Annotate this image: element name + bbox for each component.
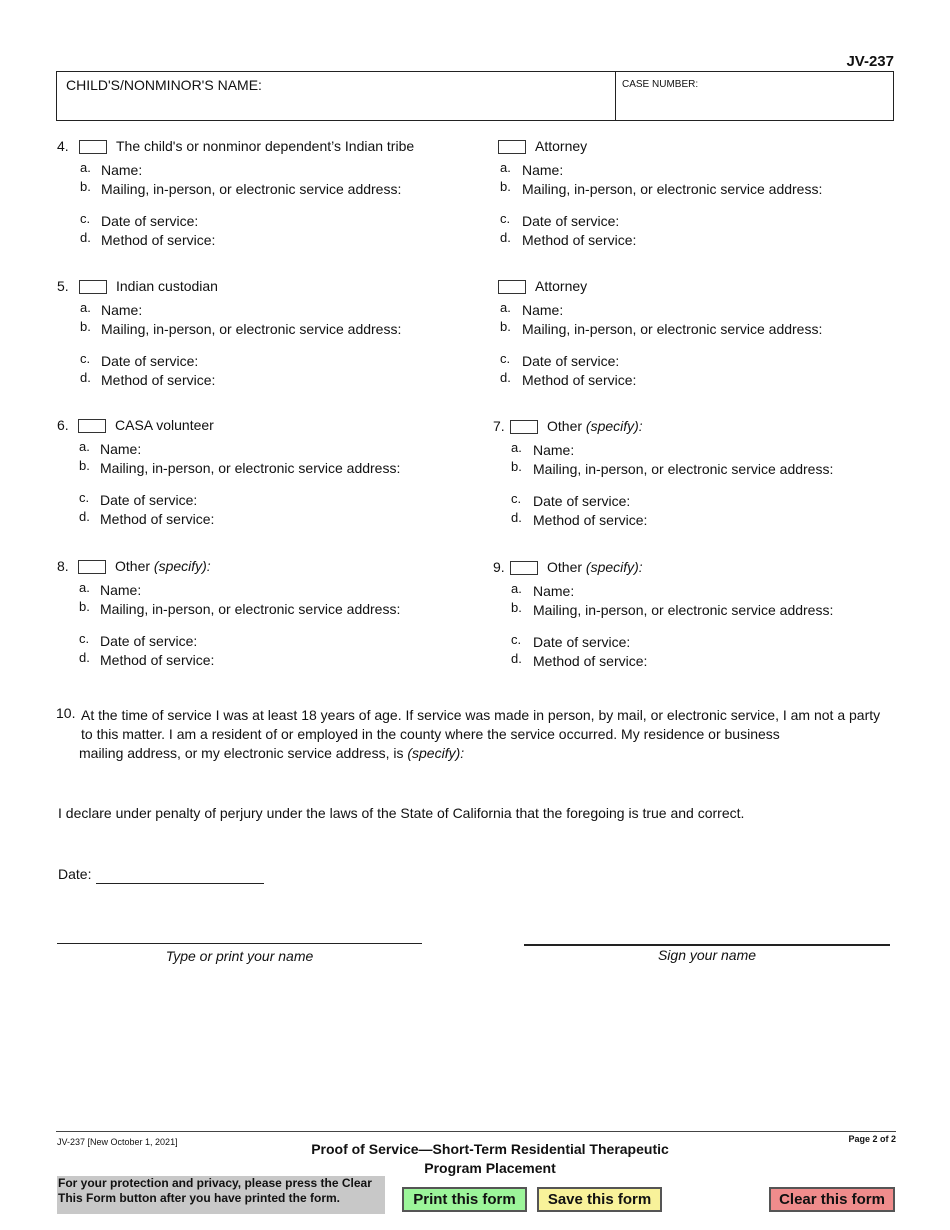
statement-specify: (specify): (407, 745, 465, 761)
item6-sub-a-letter: a. (79, 439, 90, 454)
item5-sub-d-text: Method of service: (101, 372, 216, 388)
item9-specify: (specify): (585, 559, 643, 575)
item4-sub-c-letter: c. (80, 211, 91, 226)
item5-sub-a-letter: a. (80, 300, 91, 315)
item5-label-text: Indian custodian (116, 278, 218, 294)
item7-sub-d-letter: d. (511, 510, 522, 525)
item4_attorney-label-text: Attorney (535, 138, 588, 154)
item8-specify: (specify): (153, 558, 211, 574)
item9-sub-c-letter: c. (511, 632, 522, 647)
statement-line-2: to this matter. I am a resident of or employed in the county where the service occurred. My residence or business (81, 726, 780, 742)
item6-sub-b-text: Mailing, in-person, or electronic service address: (100, 460, 401, 476)
item5_attorney-checkbox[interactable] (498, 280, 526, 294)
form-title (250, 1140, 730, 1178)
item4-sub-a-text: Name: (101, 162, 143, 178)
print-name-caption: Type or print your name (165, 948, 314, 964)
item7-sub-d-text: Method of service: (533, 512, 648, 528)
statement-line-1: At the time of service I was at least 18 years of age. If service was made in person, by mail, or electronic service, I am not a party (81, 707, 881, 723)
item8-sub-b-letter: b. (79, 599, 90, 614)
item7-sub-c-text: Date of service: (533, 493, 631, 509)
statement-line-3-text: mailing address, or my electronic service address, is (79, 745, 404, 761)
item4-sub-a-letter: a. (80, 160, 91, 175)
item6-sub-d-letter: d. (79, 509, 90, 524)
declaration: I declare under penalty of perjury under the laws of the State of California that the foregoing is true and correct. (58, 805, 745, 821)
item9-label-text: Other (547, 559, 583, 575)
statement-line-3 (79, 744, 899, 763)
item6-sub-b-letter: b. (79, 458, 90, 473)
item7-label (547, 418, 643, 434)
privacy-notice (57, 1176, 385, 1214)
item8-sub-b-text: Mailing, in-person, or electronic service address: (100, 601, 401, 617)
print-name-field[interactable] (57, 943, 422, 944)
item4-sub-d-text: Method of service: (101, 232, 216, 248)
item4-label (116, 138, 414, 154)
item4_attorney-sub-c-letter: c. (500, 211, 511, 226)
form-id: JV-237 (846, 53, 894, 70)
item5_attorney-label (535, 278, 587, 294)
item5-label (116, 278, 218, 294)
item5-sub-d-letter: d. (80, 370, 91, 385)
item4_attorney-sub-c-text: Date of service: (522, 213, 620, 229)
item5-checkbox[interactable] (79, 280, 107, 294)
form-revision: JV-237 [New October 1, 2021] (57, 1137, 178, 1147)
item8-sub-c-text: Date of service: (100, 633, 198, 649)
item5_attorney-sub-d-letter: d. (500, 370, 511, 385)
item6-sub-c-letter: c. (79, 490, 90, 505)
item7-sub-b-text: Mailing, in-person, or electronic service address: (533, 461, 834, 477)
item7-sub-c-letter: c. (511, 491, 522, 506)
item8-checkbox[interactable] (78, 560, 106, 574)
item4-sub-b-text: Mailing, in-person, or electronic service address: (101, 181, 402, 197)
item8-label-text: Other (115, 558, 151, 574)
item4-label-text: The child's or nonminor dependent’s Indian tribe (116, 138, 415, 154)
item5-number: 5. (57, 278, 69, 294)
item7-sub-a-text: Name: (533, 442, 575, 458)
item9-sub-b-text: Mailing, in-person, or electronic service address: (533, 602, 834, 618)
item7-sub-b-letter: b. (511, 459, 522, 474)
statement-number: 10. (56, 705, 76, 721)
item9-sub-d-letter: d. (511, 651, 522, 666)
date-field[interactable] (96, 883, 264, 884)
date-label: Date: (58, 866, 92, 882)
clear-form-button[interactable]: Clear this form (769, 1187, 895, 1212)
item6-label (115, 417, 214, 433)
item7-specify: (specify): (585, 418, 643, 434)
save-form-button[interactable]: Save this form (537, 1187, 662, 1212)
header-divider (615, 72, 616, 120)
privacy-line-2: This Form button after you have printed the form. (58, 1191, 341, 1205)
item7-number: 7. (493, 418, 505, 434)
item6-number: 6. (57, 417, 69, 433)
item4_attorney-sub-b-text: Mailing, in-person, or electronic service address: (522, 181, 823, 197)
child-name-label: CHILD'S/NONMINOR'S NAME: (66, 77, 262, 93)
item4_attorney-checkbox[interactable] (498, 140, 526, 154)
item8-sub-a-text: Name: (100, 582, 142, 598)
item8-sub-d-text: Method of service: (100, 652, 215, 668)
item8-label (115, 558, 211, 574)
item4-sub-c-text: Date of service: (101, 213, 199, 229)
signature-field[interactable] (524, 944, 890, 946)
form-title-line-1: Proof of Service—Short-Term Residential Therapeutic (311, 1141, 669, 1157)
footer-rule (56, 1131, 896, 1132)
item4-sub-d-letter: d. (80, 230, 91, 245)
item4_attorney-sub-d-letter: d. (500, 230, 511, 245)
statement-10 (56, 705, 899, 763)
item9-sub-c-text: Date of service: (533, 634, 631, 650)
item9-sub-d-text: Method of service: (533, 653, 648, 669)
item9-checkbox[interactable] (510, 561, 538, 575)
item4-number: 4. (57, 138, 69, 154)
item9-sub-a-text: Name: (533, 583, 575, 599)
item9-sub-b-letter: b. (511, 600, 522, 615)
item9-sub-a-letter: a. (511, 581, 522, 596)
item4_attorney-sub-b-letter: b. (500, 179, 511, 194)
item5-sub-b-letter: b. (80, 319, 91, 334)
item6-sub-d-text: Method of service: (100, 511, 215, 527)
header-box (56, 71, 894, 121)
item8-sub-a-letter: a. (79, 580, 90, 595)
item4_attorney-sub-d-text: Method of service: (522, 232, 637, 248)
print-form-button[interactable]: Print this form (402, 1187, 527, 1212)
item5-sub-b-text: Mailing, in-person, or electronic service address: (101, 321, 402, 337)
item5_attorney-sub-a-letter: a. (500, 300, 511, 315)
item6-label-text: CASA volunteer (115, 417, 214, 433)
item5-sub-c-text: Date of service: (101, 353, 199, 369)
signature-caption: Sign your name (657, 947, 757, 963)
item8-sub-c-letter: c. (79, 631, 90, 646)
form-title-line-2: Program Placement (424, 1160, 556, 1176)
item6-checkbox[interactable] (78, 419, 106, 433)
item7-sub-a-letter: a. (511, 440, 522, 455)
item5_attorney-sub-c-text: Date of service: (522, 353, 620, 369)
item5_attorney-sub-d-text: Method of service: (522, 372, 637, 388)
item4_attorney-sub-a-letter: a. (500, 160, 511, 175)
item5_attorney-sub-b-text: Mailing, in-person, or electronic service address: (522, 321, 823, 337)
item5_attorney-sub-c-letter: c. (500, 351, 511, 366)
item8-sub-d-letter: d. (79, 650, 90, 665)
item7-checkbox[interactable] (510, 420, 538, 434)
item4-sub-b-letter: b. (80, 179, 91, 194)
item7-label-text: Other (547, 418, 583, 434)
item6-sub-a-text: Name: (100, 441, 142, 457)
item8-number: 8. (57, 558, 69, 574)
item6-sub-c-text: Date of service: (100, 492, 198, 508)
item5_attorney-label-text: Attorney (535, 278, 588, 294)
item4_attorney-sub-a-text: Name: (522, 162, 564, 178)
item4-checkbox[interactable] (79, 140, 107, 154)
item5_attorney-sub-b-letter: b. (500, 319, 511, 334)
item9-label (547, 559, 643, 575)
case-number-label: CASE NUMBER: (622, 79, 699, 90)
item5-sub-c-letter: c. (80, 351, 91, 366)
item9-number: 9. (493, 559, 505, 575)
page-number: Page 2 of 2 (848, 1134, 896, 1144)
item4_attorney-label (535, 138, 587, 154)
item5_attorney-sub-a-text: Name: (522, 302, 564, 318)
privacy-line-1: For your protection and privacy, please press the Clear (58, 1176, 372, 1190)
item5-sub-a-text: Name: (101, 302, 143, 318)
